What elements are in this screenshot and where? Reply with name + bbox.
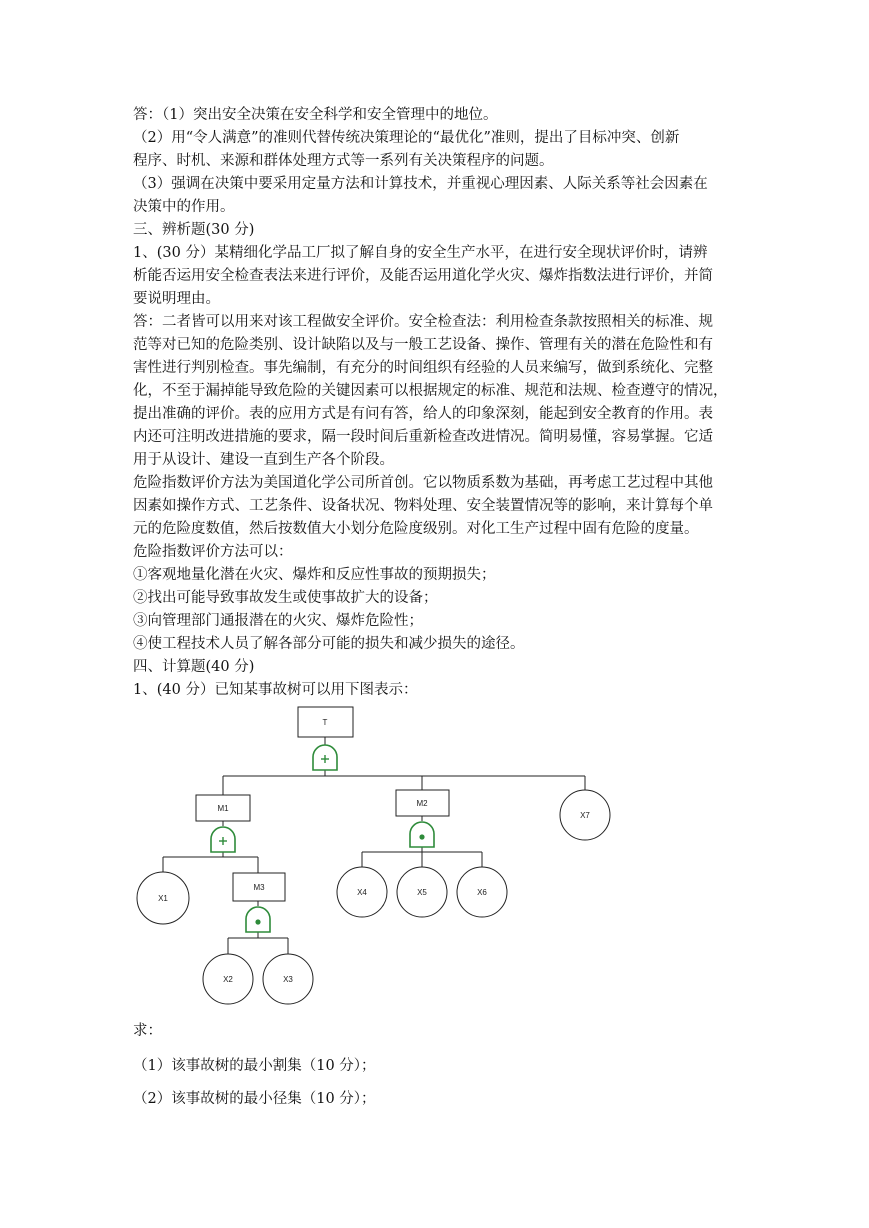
x6-label: X6 bbox=[477, 888, 487, 897]
answer-line: 答：（1）突出安全决策在安全科学和安全管理中的地位。 bbox=[133, 107, 498, 123]
x7-label: X7 bbox=[580, 811, 590, 820]
answer-line: 化，不至于漏掉能导致危险的关键因素可以根据规定的标准、规范和法规、检查遵守的情况， bbox=[133, 383, 728, 399]
sub-question: （2）该事故树的最小径集（10 分）； bbox=[133, 1091, 376, 1107]
answer-line: （2）用“令人满意”的准则代替传统决策理论的“最优化”准则，提出了目标冲突、创新 bbox=[133, 130, 680, 146]
list-item: ②找出可能导致事故发生或使事故扩大的设备； bbox=[133, 590, 438, 606]
list-item: ④使工程技术人员了解各部分可能的损失和减少损失的途径。 bbox=[133, 636, 525, 652]
question-line: 1、(30 分）某精细化学品工厂拟了解自身的安全生产水平，在进行安全现状评价时，请辨 bbox=[133, 245, 708, 261]
answer-line: 害性进行判别检查。事先编制，有充分的时间组织有经验的人员来编写，做到系统化、完整 bbox=[133, 360, 713, 376]
answer-line: 因素如操作方式、工艺条件、设备状况、物料处理、安全装置情况等的影响，来计算每个单 bbox=[133, 498, 713, 514]
m1-label: M1 bbox=[217, 804, 229, 813]
sub-question: （1）该事故树的最小割集（10 分）； bbox=[133, 1058, 376, 1074]
answer-line: 危险指数评价方法为美国道化学公司所首创。它以物质系数为基础，再考虑工艺过程中其他 bbox=[133, 475, 713, 491]
x3-label: X3 bbox=[283, 975, 293, 984]
x2-label: X2 bbox=[223, 975, 233, 984]
section-heading: 四、计算题(40 分) bbox=[133, 659, 255, 675]
answer-line: 用于从设计、建设一直到生产各个阶段。 bbox=[133, 452, 394, 468]
answer-line: （3）强调在决策中要采用定量方法和计算技术，并重视心理因素、人际关系等社会因素在 bbox=[133, 176, 708, 192]
question-line: 1、(40 分）已知某事故树可以用下图表示： bbox=[133, 682, 418, 698]
fault-tree-diagram bbox=[130, 700, 630, 1020]
x1-label: X1 bbox=[158, 894, 168, 903]
answer-line: 决策中的作用。 bbox=[133, 199, 235, 215]
x4-label: X4 bbox=[357, 888, 367, 897]
x5-label: X5 bbox=[417, 888, 427, 897]
question-line: 析能否运用安全检查表法来进行评价，及能否运用道化学火灾、爆炸指数法进行评价，并简 bbox=[133, 268, 713, 284]
answer-line: 范等对已知的危险类别、设计缺陷以及与一般工艺设备、操作、管理有关的潜在危险性和有 bbox=[133, 337, 713, 353]
answer-line: 答：二者皆可以用来对该工程做安全评价。安全检查法：利用检查条款按照相关的标准、规 bbox=[133, 314, 713, 330]
answer-line: 元的危险度数值，然后按数值大小划分危险度级别。对化工生产过程中固有危险的度量。 bbox=[133, 521, 699, 537]
list-item: ①客观地量化潜在火灾、爆炸和反应性事故的预期损失； bbox=[133, 567, 496, 583]
question-line: 求： bbox=[133, 1023, 162, 1039]
question-line: 要说明理由。 bbox=[133, 291, 220, 307]
m2-label: M2 bbox=[416, 799, 428, 808]
list-item: ③向管理部门通报潜在的火灾、爆炸危险性； bbox=[133, 613, 423, 629]
answer-line: 内还可注明改进措施的要求，隔一段时间后重新检查改进情况。简明易懂，容易掌握。它适 bbox=[133, 429, 713, 445]
m3-label: M3 bbox=[253, 883, 265, 892]
answer-line: 危险指数评价方法可以： bbox=[133, 544, 293, 560]
answer-line: 提出准确的评价。表的应用方式是有问有答，给人的印象深刻，能起到安全教育的作用。表 bbox=[133, 406, 713, 422]
top-event-label: T bbox=[322, 718, 328, 727]
answer-line: 程序、时机、来源和群体处理方式等一系列有关决策程序的问题。 bbox=[133, 153, 554, 169]
section-heading: 三、辨析题(30 分) bbox=[133, 222, 255, 238]
